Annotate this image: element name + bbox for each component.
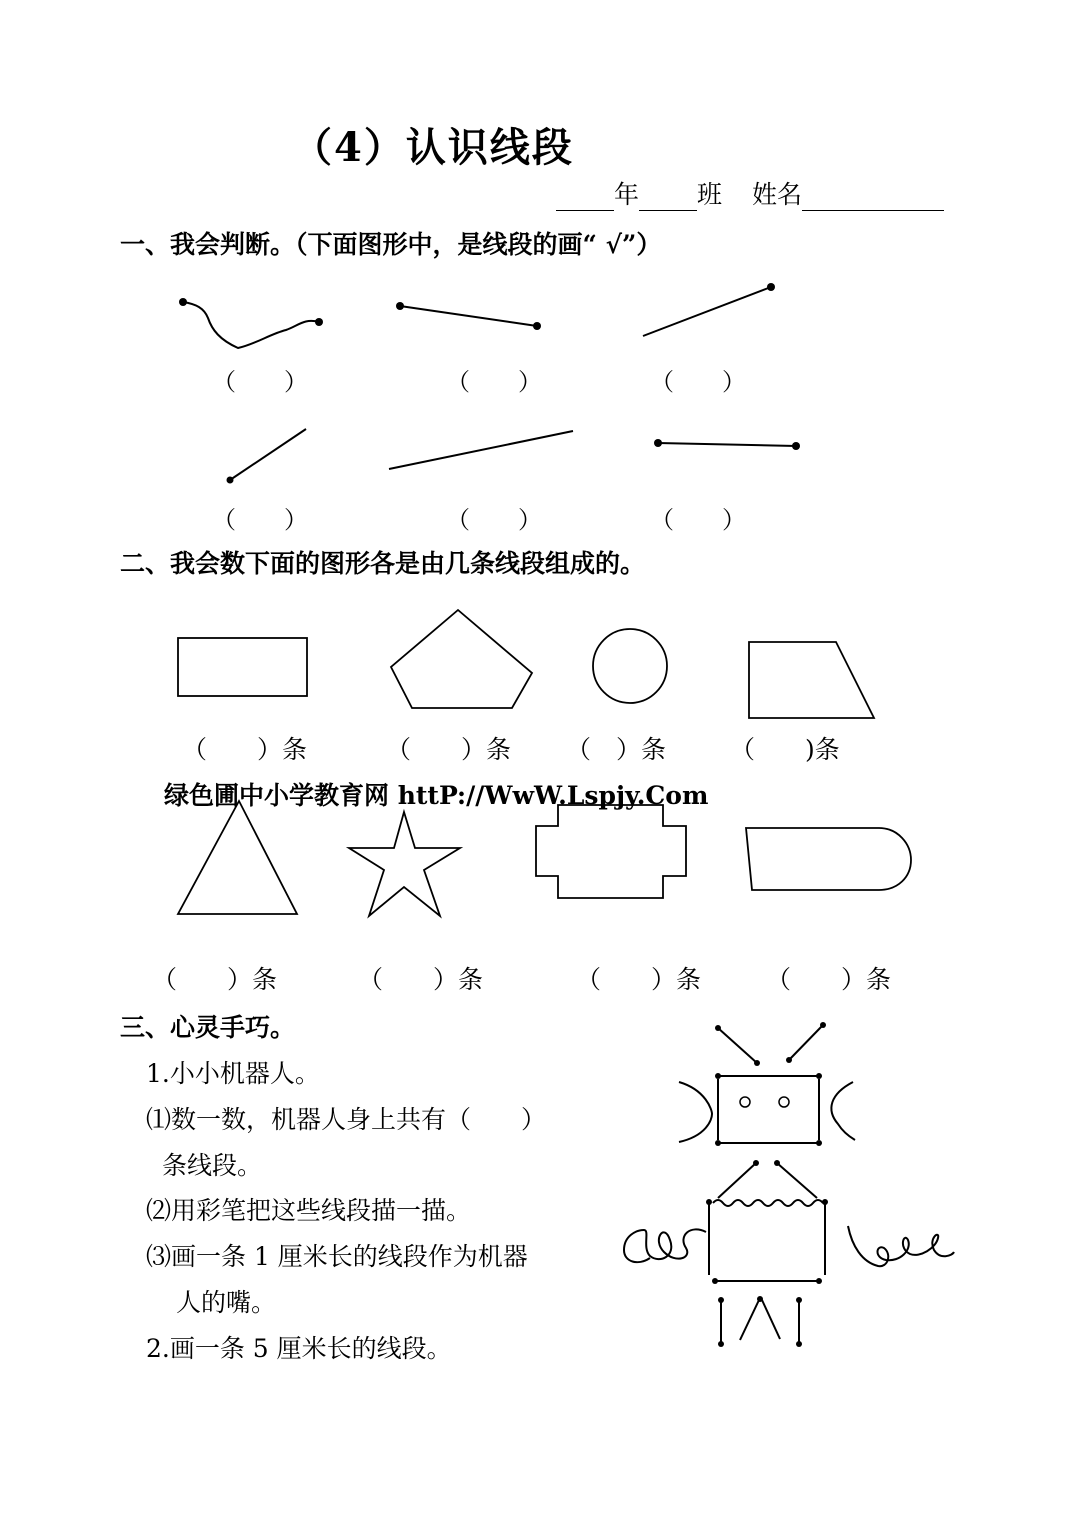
robot-eye-right: [779, 1097, 789, 1107]
antenna-left: [718, 1028, 757, 1063]
count-answer-4[interactable]: （ )条: [730, 735, 840, 764]
question3-line1: ⑶画一条 1 厘米长的线段作为机器: [146, 1242, 528, 1271]
segment-figure-2: [658, 443, 796, 446]
trapezoid-shape: [749, 642, 874, 718]
answer-paren-4[interactable]: （ ）: [212, 506, 308, 534]
robot-neck-right: [777, 1163, 817, 1198]
robot-ear-right: [831, 1082, 855, 1140]
section3-heading: 三、心灵手巧。: [120, 1013, 296, 1042]
robot-figure: [624, 1025, 954, 1344]
star-shape: [349, 812, 460, 916]
class-label: 班: [697, 180, 723, 209]
item2: 2.画一条 5 厘米长的线段。: [146, 1334, 452, 1363]
robot-arm-right: [848, 1226, 954, 1266]
section2-heading: 二、我会数下面的图形各是由几条线段组成的。: [120, 549, 646, 578]
answer-paren-2[interactable]: （ ）: [446, 368, 542, 396]
count-answer-7[interactable]: （ ）条: [576, 965, 702, 994]
line-figure: [389, 431, 573, 469]
answer-paren-6[interactable]: （ ）: [650, 506, 746, 534]
section1-heading: 一、我会判断。（下面图形中，是线段的画“ √”）: [120, 230, 662, 259]
cross-shape: [536, 805, 686, 898]
name-label: 姓名: [752, 180, 803, 209]
curved-line-figure: [183, 302, 319, 348]
answer-paren-3[interactable]: （ ）: [650, 368, 746, 396]
robot-collar: [713, 1200, 823, 1206]
answer-paren-5[interactable]: （ ）: [446, 506, 542, 534]
robot-arm-left: [624, 1229, 706, 1262]
watermark-text: 绿色圃中小学教育网 httP://WwW.Lspjy.Com: [164, 781, 709, 810]
robot-neck-left: [718, 1163, 756, 1198]
grade-label: 年: [614, 180, 640, 209]
segment-figure: [400, 306, 537, 326]
antenna-right: [789, 1025, 823, 1060]
count-answer-3[interactable]: （ ）条: [566, 735, 667, 764]
robot-ear-left: [679, 1082, 712, 1142]
item1-title: 1.小小机器人。: [146, 1059, 320, 1088]
question1-line1: ⑴数一数，机器人身上共有（ ）: [146, 1105, 547, 1134]
answer-paren-1[interactable]: （ ）: [212, 368, 308, 396]
robot-eye-left: [740, 1097, 750, 1107]
circle-shape: [593, 629, 667, 703]
rectangle-shape: [178, 638, 307, 696]
ray-figure-2: [230, 429, 306, 480]
count-answer-5[interactable]: （ ）条: [152, 965, 278, 994]
ray-figure: [643, 287, 771, 336]
count-answer-1[interactable]: （ ）条: [182, 735, 308, 764]
pentagon-shape: [391, 610, 532, 708]
count-answer-6[interactable]: （ ）条: [358, 965, 484, 994]
count-answer-2[interactable]: （ ）条: [386, 735, 512, 764]
question1-line2: 条线段。: [162, 1151, 263, 1180]
question2: ⑵用彩笔把这些线段描一描。: [146, 1196, 472, 1225]
count-answer-8[interactable]: （ ）条: [766, 965, 892, 994]
rounded-end-shape: [746, 828, 911, 890]
question3-line2: 人的嘴。: [176, 1288, 277, 1317]
triangle-shape: [178, 801, 297, 914]
page-title: （4）认识线段: [292, 124, 574, 171]
